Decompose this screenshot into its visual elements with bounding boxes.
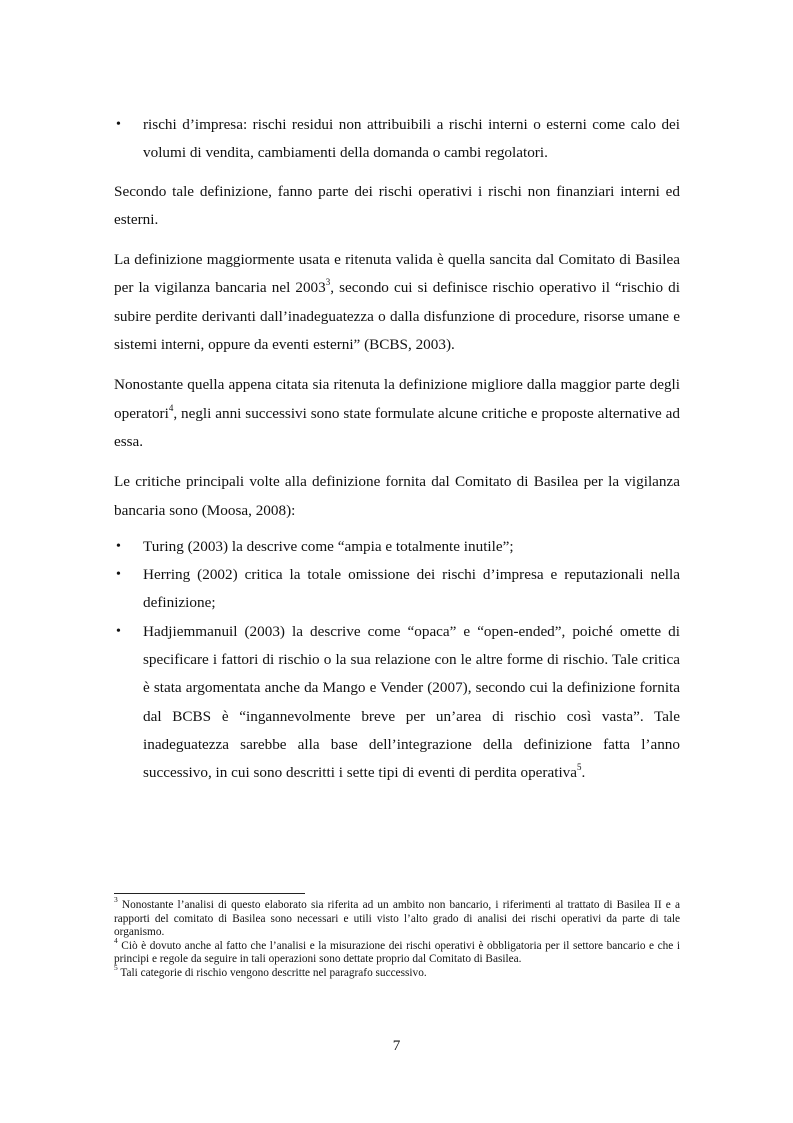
footnote-number: 4 <box>114 936 118 946</box>
footnote-text: Ciò è dovuto anche al fatto che l’analisi e la misurazione dei rischi operativi è obbligatoria per il settore bancario e che i principi e regole da seguire in tali operazioni sono dettate proprio dal Comitato di Basilea. <box>114 939 680 966</box>
bullet-icon: • <box>116 567 121 583</box>
footnote-number: 5 <box>114 963 118 973</box>
bullet-list-critiques <box>114 533 680 788</box>
page-number: 7 <box>392 1037 401 1054</box>
list-item <box>114 111 680 168</box>
paragraph-main-critiques: Le critiche principali volte alla definizione fornita dal Comitato di Basilea per la vigilanza bancaria sono (Moosa, 2008): <box>114 473 680 519</box>
footnote-4 <box>114 936 680 967</box>
paragraph-text: La definizione maggiormente usata e ritenuta valida è quella sancita dal Comitato di Basilea per la vigilanza bancaria nel 2003 <box>114 251 680 297</box>
list-item <box>114 533 680 561</box>
list-item-text: rischi d’impresa: rischi residui non attribuibili a rischi interni o esterni come calo dei volumi di vendita, cambiamenti della domanda o cambi regolatori. <box>143 116 680 162</box>
paragraph-critiques-intro <box>114 371 680 456</box>
footnote-ref-4: 4 <box>168 402 174 413</box>
body-text <box>114 111 680 800</box>
paragraph-definition-scope: Secondo tale definizione, fanno parte dei rischi operativi i rischi non finanziari interni ed esterni. <box>114 182 680 228</box>
footnote-5 <box>114 963 680 981</box>
footnote-separator <box>114 893 305 894</box>
paragraph-basel-definition <box>114 246 680 359</box>
footnote-3 <box>114 895 680 940</box>
list-item-text: Hadjiemmanuil (2003) la descrive come “opaca” e “open-ended”, poiché omette di specificare i fattori di rischio o la sua relazione con le altre forme di rischio. Tale critica è stata argomentata anche da Mango e Vender (2007), secondo cui la definizione fornita dal BCBS è “ingannevolmente breve per un’area di rischio così vasta”. Tale inadeguatezza sarebbe alla base dell’integrazione della definizione fatta l’anno successivo, in cui sono descritti i sette tipi di eventi di perdita operativa <box>143 622 680 782</box>
bullet-list-risk-types <box>114 111 680 168</box>
list-item-text: . <box>581 764 586 782</box>
footnote-ref-5: 5 <box>577 762 582 773</box>
bullet-icon: • <box>116 117 121 132</box>
list-item-text: Turing (2003) la descrive come “ampia e totalmente inutile”; <box>143 537 514 555</box>
paragraph-text: , negli anni successivi sono state formulate alcune critiche e proposte alternative ad essa. <box>114 404 680 450</box>
footnote-number: 3 <box>114 895 118 905</box>
footnote-text: Tali categorie di rischio vengono descritte nel paragrafo successivo. <box>117 966 427 979</box>
list-item <box>114 618 680 788</box>
bullet-icon: • <box>116 623 121 639</box>
footnote-ref-3: 3 <box>325 277 331 288</box>
paragraph-text: Nonostante quella appena citata sia ritenuta la definizione migliore dalla maggior parte degli operatori <box>114 376 680 422</box>
list-item-text: Herring (2002) critica la totale omissione dei rischi d’impresa e reputazionali nella definizione; <box>143 566 680 612</box>
footnotes <box>114 895 680 981</box>
paragraph-text: , secondo cui si definisce rischio operativo il “rischio di subire perdite derivanti dall’inadeguatezza o dalla disfunzione di procedure, risorse umane e sistemi interni, oppure da eventi esterni” (BCBS, 2003). <box>114 279 680 354</box>
list-item <box>114 561 680 618</box>
bullet-icon: • <box>116 538 121 554</box>
footnote-text: Nonostante l’analisi di questo elaborato sia riferita ad un ambito non bancario, i riferimenti al trattato di Basilea II e a rapporti del comitato di Basilea sono necessari e utili visto l’alto grado di analisi dei rischi operativi da parte di tale organismo. <box>114 899 680 939</box>
